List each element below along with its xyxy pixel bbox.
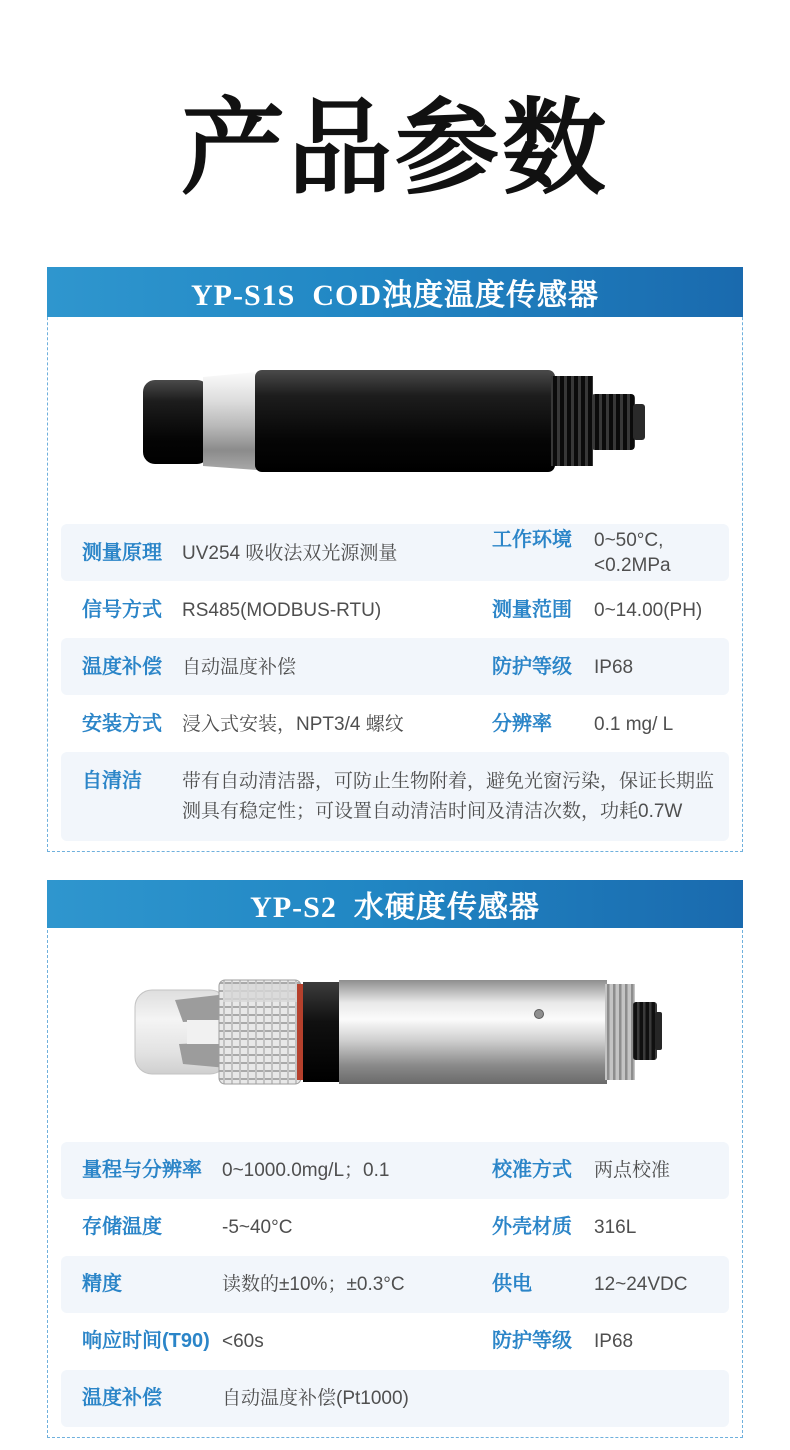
spec-row <box>61 581 729 638</box>
spec-cell <box>82 1385 723 1412</box>
spec-cell <box>82 1214 492 1241</box>
spec-row <box>61 638 729 695</box>
spec-label: 量程与分辨率 <box>82 1159 202 1182</box>
cod-sensor-image <box>48 317 742 520</box>
spec-row <box>61 752 729 841</box>
spec-cell <box>492 1157 723 1184</box>
spec-cell <box>492 1328 723 1355</box>
spec-label: 防护等级 <box>492 1330 572 1353</box>
spec-label: 工作环境 <box>492 529 572 552</box>
spec-row <box>61 1199 729 1256</box>
spec-value: <60s <box>222 1331 264 1353</box>
spec-cell <box>82 540 492 567</box>
spec-cell <box>492 1271 723 1298</box>
spec-label: 供电 <box>492 1273 532 1296</box>
spec-label: 信号方式 <box>82 598 162 621</box>
spec-cell <box>82 1328 492 1355</box>
spec-cell <box>82 711 492 738</box>
spec-cell <box>492 1214 723 1241</box>
spec-row <box>61 1370 729 1427</box>
spec-label: 响应时间(T90) <box>82 1330 210 1353</box>
spec-row <box>61 1256 729 1313</box>
spec-value: 带有自动清洁器，可防止生物附着，避免光窗污染，保证长期监测具有稳定性；可设置自动清洁时间及清洁次数，功耗0.7W <box>182 771 715 822</box>
hardness-sensor-photo-icon <box>127 958 663 1108</box>
page-title: 产品参数 <box>180 92 609 207</box>
spec-label: 自清洁 <box>82 770 142 793</box>
spec-row <box>61 524 729 581</box>
spec-row <box>61 1142 729 1199</box>
spec-table <box>48 520 742 851</box>
spec-label: 存储温度 <box>82 1216 162 1239</box>
spec-row <box>61 1313 729 1370</box>
spec-cell <box>492 711 723 738</box>
spec-value: IP68 <box>594 656 634 678</box>
card-header <box>47 880 743 928</box>
spec-label: 温度补偿 <box>82 1387 162 1410</box>
spec-label: 温度补偿 <box>82 655 162 678</box>
product-card-yp-s1s <box>47 267 743 852</box>
spec-label: 防护等级 <box>492 655 572 678</box>
spec-label: 安装方式 <box>82 712 162 735</box>
spec-label: 测量范围 <box>492 598 572 621</box>
card-header <box>47 267 743 317</box>
spec-value: 0.1 mg/ L <box>594 713 674 735</box>
spec-cell <box>82 597 492 624</box>
spec-label: 分辨率 <box>492 712 552 735</box>
spec-cell <box>82 654 492 681</box>
spec-value: 0~14.00(PH) <box>594 599 703 621</box>
spec-label: 测量原理 <box>82 541 162 564</box>
spec-cell <box>82 767 723 826</box>
spec-value: RS485(MODBUS-RTU) <box>182 599 382 621</box>
spec-table <box>48 1138 742 1437</box>
spec-cell <box>492 654 723 681</box>
spec-value: UV254 吸收法双光源测量 <box>182 542 398 564</box>
spec-value: 自动温度补偿(Pt1000) <box>222 1388 409 1410</box>
spec-value: 读数的±10%；±0.3°C <box>222 1274 405 1296</box>
spec-cell <box>492 597 723 624</box>
spec-cell <box>82 1157 492 1184</box>
spec-value: 浸入式安装，NPT3/4 螺纹 <box>182 713 404 735</box>
spec-label: 精度 <box>82 1273 122 1296</box>
spec-value: -5~40°C <box>222 1217 293 1239</box>
card-title: YP-S1S COD浊度温度传感器 <box>190 279 599 313</box>
spec-value: IP68 <box>594 1331 634 1353</box>
spec-value: 0~1000.0mg/L；0.1 <box>222 1160 390 1182</box>
spec-label: 校准方式 <box>492 1159 572 1182</box>
cod-sensor-photo-icon <box>137 344 653 494</box>
hardness-sensor-image <box>48 928 742 1138</box>
spec-cell <box>82 1271 492 1298</box>
card-title: YP-S2 水硬度传感器 <box>250 891 540 925</box>
spec-label: 外壳材质 <box>492 1216 572 1239</box>
product-card-yp-s2 <box>47 880 743 1438</box>
spec-value: 316L <box>594 1217 637 1239</box>
spec-value: 0~50°C,<0.2MPa <box>594 530 671 576</box>
spec-value: 12~24VDC <box>594 1274 688 1296</box>
spec-row <box>61 695 729 752</box>
spec-value: 自动温度补偿 <box>182 656 297 678</box>
spec-cell <box>492 527 723 578</box>
spec-value: 两点校准 <box>594 1160 671 1182</box>
